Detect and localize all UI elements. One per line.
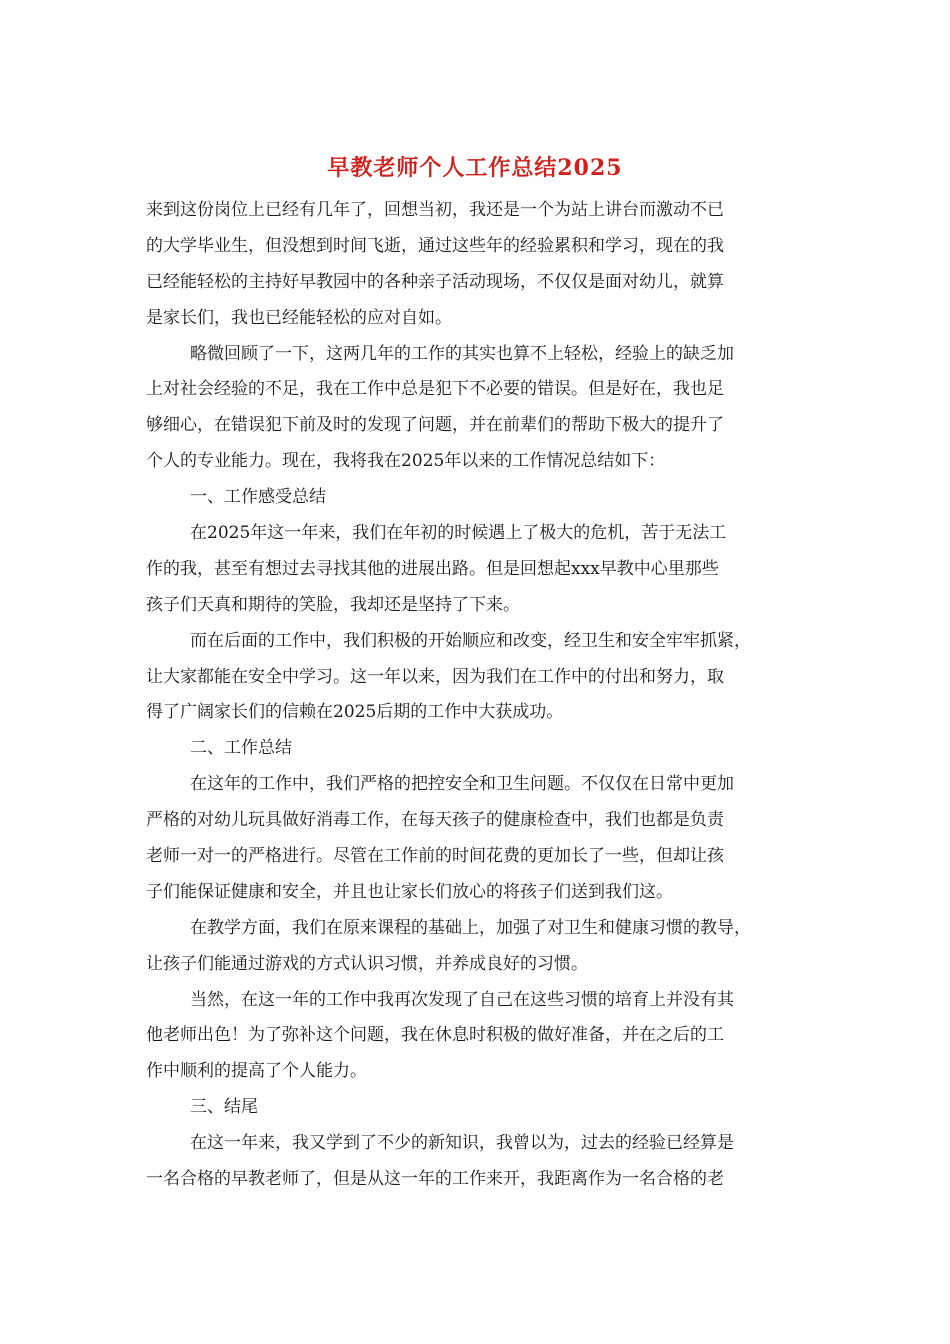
text-line: 已经能轻松的主持好早教园中的各种亲子活动现场，不仅仅是面对幼儿，就算 (146, 271, 724, 292)
text-line: 严格的对幼儿玩具做好消毒工作，在每天孩子的健康检查中，我们也都是负责 (146, 810, 724, 831)
text-line: 在这一年来，我又学到了不少的新知识，我曾以为，过去的经验已经算是 (190, 1133, 734, 1154)
document-title: 早教老师个人工作总结2025 (327, 155, 623, 181)
text-line: 略微回顾了一下，这两几年的工作的其实也算不上轻松，经验上的缺乏加 (190, 343, 734, 364)
text-line: 的大学毕业生，但没想到时间飞逝，通过这些年的经验累积和学习，现在的我 (146, 235, 724, 256)
text-line: 是家长们，我也已经能轻松的应对自如。 (146, 307, 452, 328)
text-line: 作的我，甚至有想过去寻找其他的进展出路。但是回想起xxx早教中心里那些 (146, 558, 719, 579)
text-line: 让大家都能在安全中学习。这一年以来，因为我们在工作中的付出和努力，取 (146, 666, 724, 687)
text-line: 而在后面的工作中，我们积极的开始顺应和改变，经卫生和安全牢牢抓紧， (190, 630, 751, 651)
text-line: 够细心，在错误犯下前及时的发现了问题，并在前辈们的帮助下极大的提升了 (146, 415, 724, 436)
text-line: 二、工作总结 (190, 738, 292, 759)
text-line: 上对社会经验的不足，我在工作中总是犯下不必要的错误。但是好在，我也足 (146, 379, 724, 400)
text-line: 个人的专业能力。现在，我将我在2025年以来的工作情况总结如下： (146, 451, 666, 472)
text-line: 得了广阔家长们的信赖在2025后期的工作中大获成功。 (146, 702, 564, 723)
text-line: 三、结尾 (190, 1097, 258, 1118)
text-line: 一、工作感受总结 (190, 487, 326, 508)
text-line: 来到这份岗位上已经有几年了，回想当初，我还是一个为站上讲台而激动不已 (146, 200, 724, 220)
text-line: 他老师出色！为了弥补这个问题，我在休息时积极的做好准备，并在之后的工 (146, 1025, 724, 1046)
text-line: 在这年的工作中，我们严格的把控安全和卫生问题。不仅仅在日常中更加 (190, 774, 734, 795)
text-line: 孩子们天真和期待的笑脸，我却还是坚持了下来。 (146, 594, 520, 615)
text-line: 作中顺利的提高了个人能力。 (146, 1061, 367, 1082)
text-line: 老师一对一的严格进行。尽管在工作前的时间花费的更加长了一些，但却让孩 (146, 846, 724, 867)
text-line: 在教学方面，我们在原来课程的基础上，加强了对卫生和健康习惯的教导， (190, 917, 751, 938)
document-body (146, 193, 826, 1198)
text-line: 子们能保证健康和安全，并且也让家长们放心的将孩子们送到我们这。 (146, 881, 673, 902)
text-line: 一名合格的早教老师了，但是从这一年的工作来开，我距离作为一名合格的老 (146, 1169, 724, 1190)
text-line: 在2025年这一年来，我们在年初的时候遇上了极大的危机，苦于无法工 (190, 523, 727, 544)
text-line: 让孩子们能通过游戏的方式认识习惯，并养成良好的习惯。 (146, 953, 588, 974)
text-line: 当然，在这一年的工作中我再次发现了自己在这些习惯的培育上并没有其 (190, 989, 734, 1010)
